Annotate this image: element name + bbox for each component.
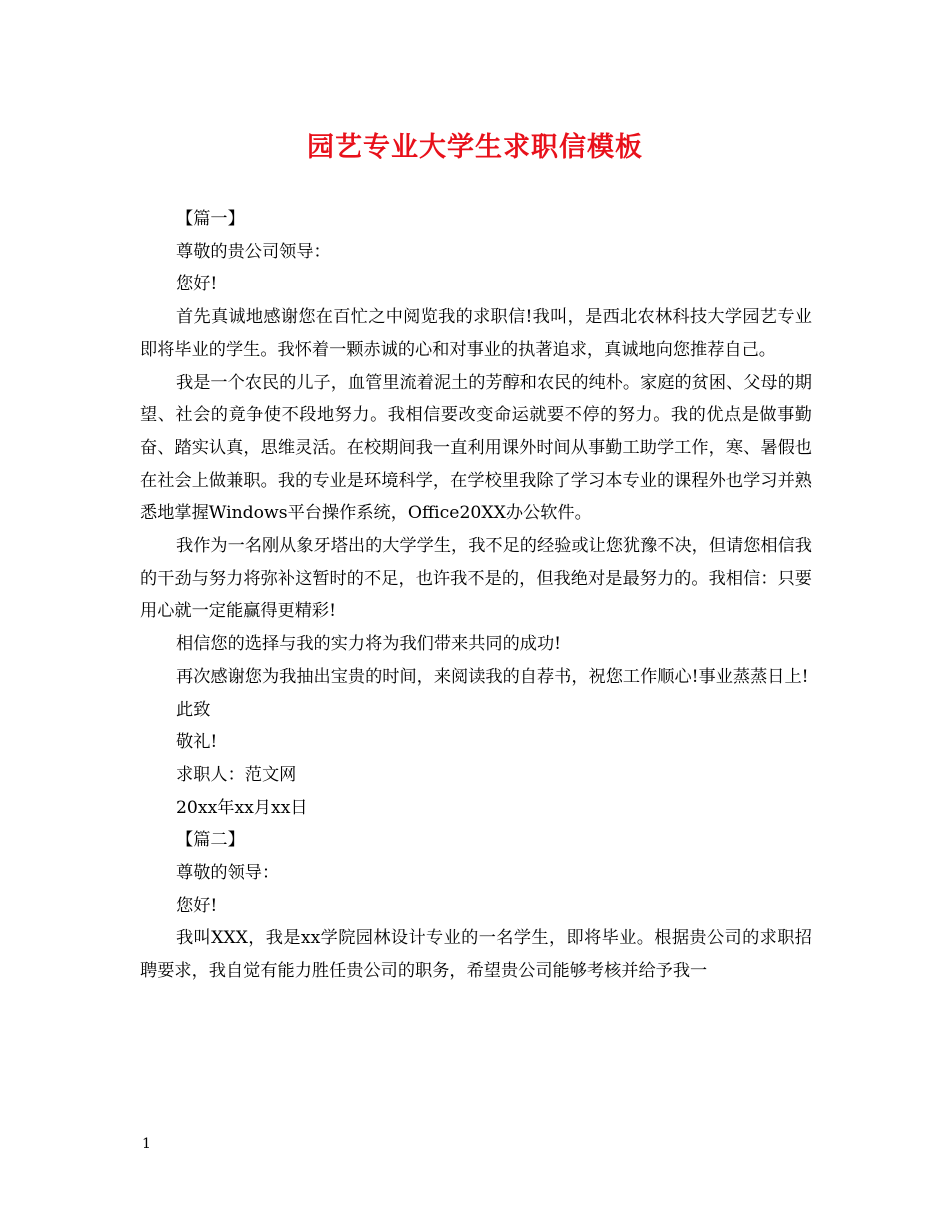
paragraph-intro: 首先真诚地感谢您在百忙之中阅览我的求职信!我叫，是西北农林科技大学园艺专业即将毕业的学生。我怀着一颗赤诚的心和对事业的执著追求，真诚地向您推荐自己。 [140, 307, 812, 360]
paragraph-commitment: 我作为一名刚从象牙塔出的大学学生，我不足的经验或让您犹豫不决，但请您相信我的干劲与努力将弥补这暂时的不足，也许我不是的，但我绝对是最努力的。我相信：只要用心就一定能赢得更精彩! [140, 536, 812, 622]
salutation-1: 尊敬的贵公司领导： [176, 241, 331, 262]
section-heading-1: 【篇一】 [176, 209, 245, 229]
section-heading-2: 【篇二】 [176, 830, 245, 851]
date-line: 20xx年xx月xx日 [176, 797, 308, 818]
paragraph-thanks: 再次感谢您为我抽出宝贵的时间，来阅读我的自荐书，祝您工作顺心!事业蒸蒸日上! [176, 666, 809, 687]
signature-line: 求职人：范文网 [176, 764, 297, 785]
closing-line-1: 此致 [176, 699, 211, 720]
greeting-1: 您好! [176, 274, 218, 295]
paragraph-background: 我是一个农民的儿子，血管里流着泥土的芳醇和农民的纯朴。家庭的贫困、父母的期望、社会的竟争使不段地努力。我相信要改变命运就要不停的努力。我的优点是做事勤奋、踏实认真，思维灵活。在校期间我一直利用课外时间从事勤工助学工作，寒、暑假也在社会上做兼职。我的专业是环境科学，在学校里我除了学习本专业的课程外也学习并熟悉地掌握Windows平台操作系统，Office20XX办公软件。 [140, 372, 812, 524]
paragraph-second-intro: 我叫XXX，我是xx学院园林设计专业的一名学生，即将毕业。根据贵公司的求职招聘要求，我自觉有能力胜任贵公司的职务，希望贵公司能够考核并给予我一 [140, 928, 812, 982]
letter-body [140, 203, 812, 988]
closing-line-2: 敬礼! [176, 732, 218, 753]
paragraph-success: 相信您的选择与我的实力将为我们带来共同的成功! [176, 634, 562, 655]
greeting-2: 您好! [176, 895, 218, 916]
document-title: 园艺专业大学生求职信模板 [307, 132, 643, 163]
page-number: 1 [142, 1136, 151, 1152]
salutation-2: 尊敬的领导： [176, 863, 280, 884]
